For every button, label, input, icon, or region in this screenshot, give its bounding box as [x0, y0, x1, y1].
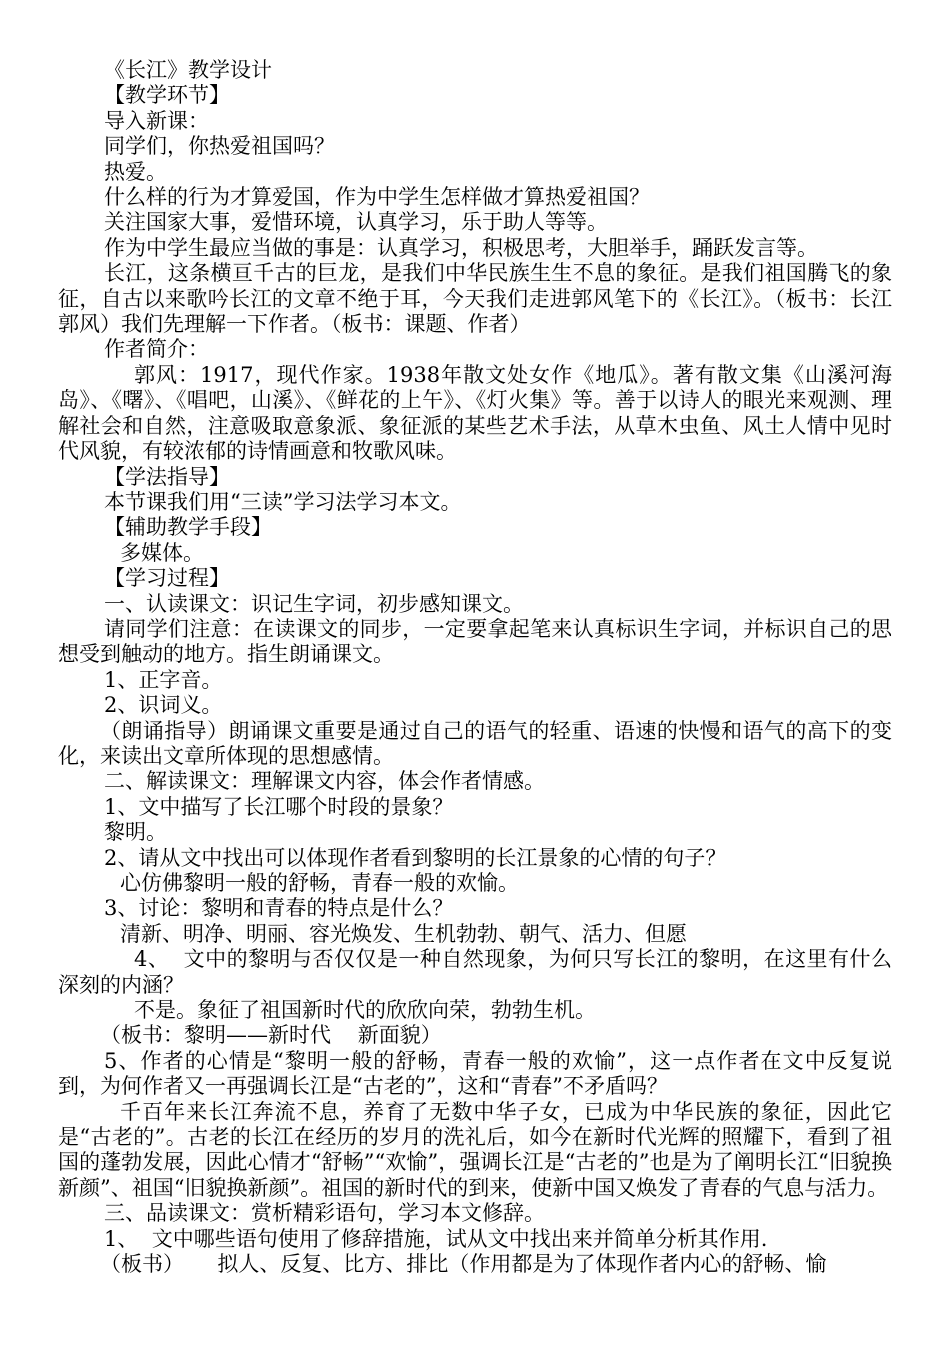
document-title: 《长江》教学设计 — [104, 58, 272, 82]
paragraph: 多媒体。 — [120, 540, 204, 565]
paragraph: 2、请从文中找出可以体现作者看到黎明的长江景象的心情的句子？ — [104, 845, 727, 870]
paragraph: 二、解读课文：理解课文内容，体会作者情感。 — [104, 769, 545, 794]
paragraph: 1、文中描写了长江哪个时段的景象？ — [104, 794, 454, 819]
section-heading-study-method: 【学法指导】 — [104, 464, 230, 489]
paragraph: 千百年来长江奔流不息，养育了无数中华子女，已成为中华民族的象征，因此它是“古老的”。古老的长江在经历的岁月的洗礼后，如今在新时代光辉的照耀下，看到了祖国的蓬勃发展，因此心情才“舒畅”“欢愉”，强调长江是“古老的”也是为了阐明长江“旧貌换新颜”、祖国“旧貌换新颜”。祖国的新时代的到来，使新中国又焕发了青春的气息与活力。 — [58, 1099, 892, 1200]
paragraph: 4、 文中的黎明与否仅仅是一种自然现象，为何只写长江的黎明，在这里有什么深刻的内涵？ — [58, 947, 892, 997]
document-page — [58, 58, 906, 1278]
paragraph: （朗诵指导）朗诵课文重要是通过自己的语气的轻重、语速的快慢和语气的高下的变化，来读出文章所体现的思想感情。 — [58, 718, 892, 768]
paragraph: 3、讨论：黎明和青春的特点是什么？ — [104, 896, 454, 921]
paragraph: 心仿佛黎明一般的舒畅，青春一般的欢愉。 — [120, 871, 519, 895]
paragraph: 热爱。 — [104, 159, 167, 184]
paragraph: 关注国家大事，爱惜环境，认真学习，乐于助人等等。 — [104, 210, 608, 235]
paragraph: 作为中学生最应当做的事是：认真学习，积极思考，大胆举手，踊跃发言等。 — [104, 235, 818, 260]
paragraph: 不是。象征了祖国新时代的欣欣向荣，勃勃生机。 — [134, 998, 596, 1023]
paragraph: 本节课我们用“三读”学习法学习本文。 — [104, 489, 462, 514]
section-heading-teaching-steps: 【教学环节】 — [104, 83, 230, 108]
section-heading-teaching-aids: 【辅助教学手段】 — [104, 515, 272, 540]
paragraph: 清新、明净、明丽、容光焕发、生机勃勃、朝气、活力、但愿 — [120, 921, 687, 946]
paragraph: 1、正字音。 — [104, 667, 223, 692]
paragraph: 导入新课： — [104, 108, 209, 133]
paragraph: 1、 文中哪些语句使用了修辞措施，试从文中找出来并简单分析其作用. — [104, 1226, 768, 1251]
paragraph: 三、品读课文：赏析精彩语句，学习本文修辞。 — [104, 1201, 545, 1226]
paragraph: 2、识词义。 — [104, 693, 223, 718]
paragraph: （板书） 拟人、反复、比方、排比（作用都是为了体现作者内心的舒畅、愉 — [100, 1252, 827, 1277]
paragraph: 长江，这条横亘千古的巨龙，是我们中华民族生生不息的象征。是我们祖国腾飞的象征，自古以来歌吟长江的文章不绝于耳，今天我们走进郭风笔下的《长江》。（板书：长江 郭风）我们先理解一下作者。（板书：课题、作者） — [58, 261, 906, 337]
paragraph: 什么样的行为才算爱国，作为中学生怎样做才算热爱祖国？ — [104, 185, 650, 210]
paragraph: 请同学们注意：在读课文的同步，一定要拿起笔来认真标识生字词，并标识自己的思想受到触动的地方。指生朗诵课文。 — [58, 616, 892, 667]
section-heading-learning-process: 【学习过程】 — [104, 566, 230, 591]
paragraph: （板书：黎明——新时代 新面貌） — [100, 1023, 442, 1048]
paragraph: 黎明。 — [104, 820, 167, 845]
paragraph: 5、作者的心情是“黎明一般的舒畅，青春一般的欢愉”，这一点作者在文中反复说到，为何作者又一再强调长江是“古老的”，这和“青春”不矛盾吗？ — [58, 1048, 892, 1099]
author-intro-paragraph: 郭风：1917，现代作家。1938年散文处女作《地瓜》。著有散文集《山溪河海岛》、《曙》、《唱吧，山溪》、《鲜花的上午》、《灯火集》等。善于以诗人的眼光来观测、理解社会和自然，注意吸取意象派、象征派的某些艺术手法，从草木虫鱼、风土人情中见时代风貌，有较浓郁的诗情画意和牧歌风味。 — [58, 362, 892, 464]
paragraph: 作者简介： — [104, 337, 209, 362]
paragraph: 一、认读课文：识记生字词，初步感知课文。 — [104, 591, 524, 616]
paragraph: 同学们，你热爱祖国吗？ — [104, 134, 335, 159]
